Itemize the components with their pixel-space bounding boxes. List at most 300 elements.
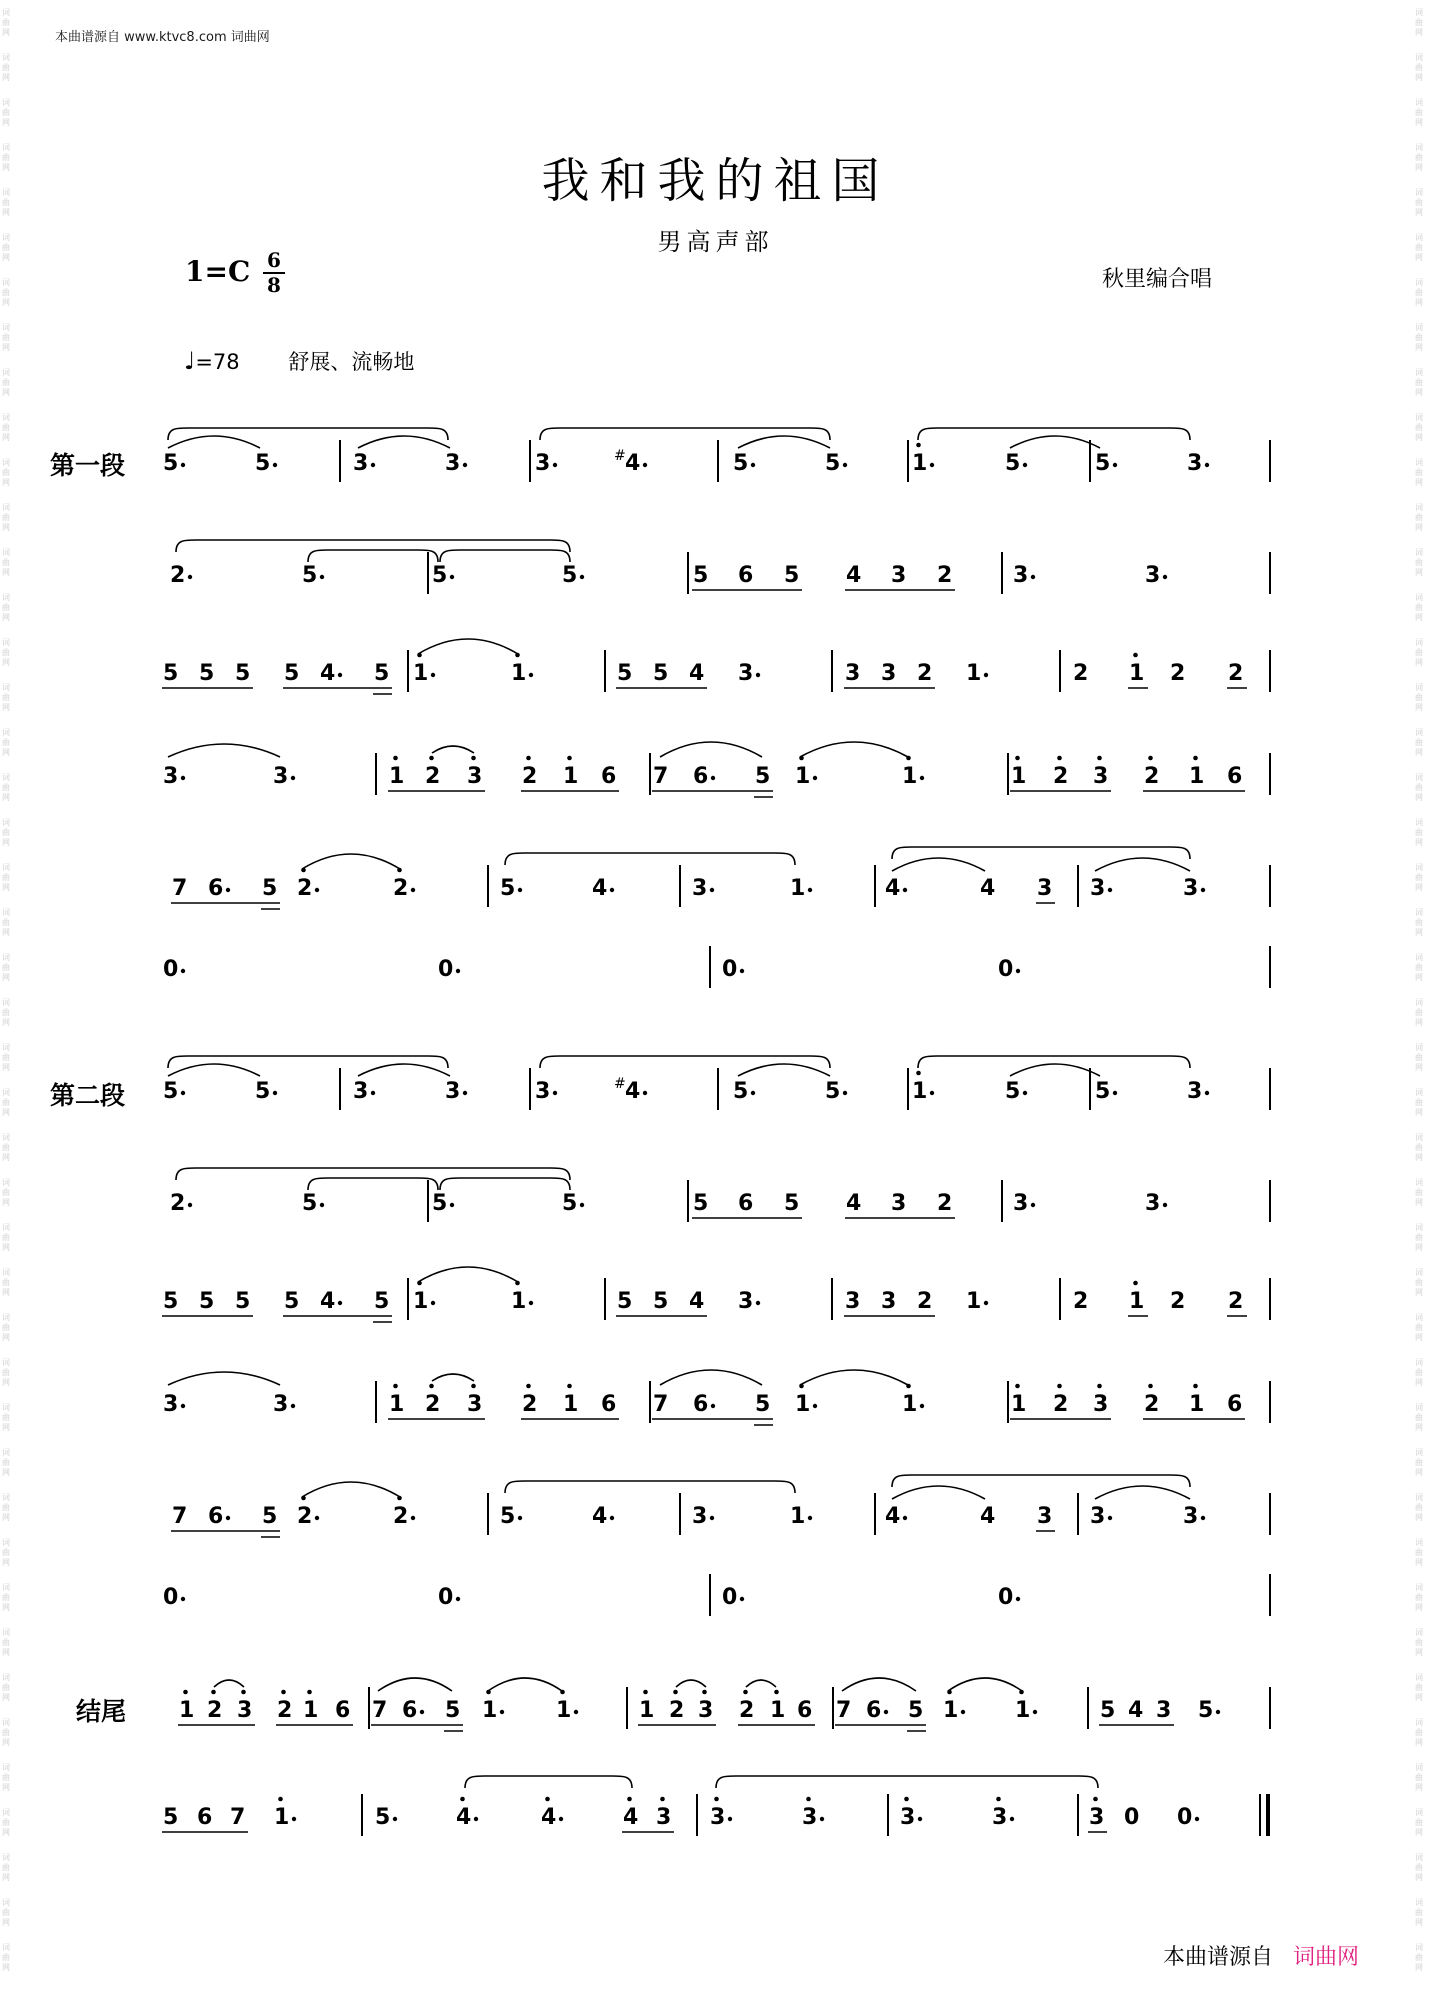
note: 1 [902, 764, 918, 789]
note: 2 [739, 1698, 755, 1723]
augmentation-dot [181, 1091, 185, 1095]
note: 3 [1183, 876, 1199, 901]
note: 0 [1124, 1805, 1140, 1830]
augmentation-dot [984, 673, 988, 677]
note: 5 [825, 1079, 841, 1104]
high-octave-dot [471, 756, 476, 761]
augmentation-dot [884, 1710, 888, 1714]
slur [358, 436, 450, 448]
note: 3 [1093, 1392, 1109, 1417]
phrase-slur [505, 1481, 795, 1493]
watermark-text: 词曲网 [2, 548, 10, 577]
augmentation-dot [1108, 1516, 1112, 1520]
sharp-sign: # [614, 448, 626, 464]
note: 1 [1129, 1289, 1145, 1314]
note: 0 [998, 957, 1014, 982]
watermark-text: 词曲网 [1415, 1898, 1423, 1927]
note: 1 [389, 1392, 405, 1417]
note: 5 [908, 1698, 924, 1723]
note: 2 [393, 1504, 409, 1529]
watermark-text: 词曲网 [1415, 1403, 1423, 1432]
note: 6 [693, 764, 709, 789]
watermark-text: 词曲网 [1415, 818, 1423, 847]
augmentation-dot [529, 673, 533, 677]
note: 4 [689, 661, 705, 686]
note: 5 [1095, 1079, 1111, 1104]
note: 1 [413, 661, 429, 686]
high-octave-dot [429, 1384, 434, 1389]
note: 6 [738, 563, 754, 588]
slur [842, 1678, 916, 1691]
note: 2 [522, 1392, 538, 1417]
augmentation-dot [463, 1091, 467, 1095]
note: 3 [1037, 1504, 1053, 1529]
augmentation-dot [188, 575, 192, 579]
slur [746, 1680, 776, 1687]
high-octave-dot [702, 1690, 707, 1695]
watermark-text: 词曲网 [1415, 1628, 1423, 1657]
augmentation-dot [371, 463, 375, 467]
note: 3 [535, 1079, 551, 1104]
watermark-text: 词曲网 [2, 773, 10, 802]
watermark-text: 词曲网 [2, 1133, 10, 1162]
note: 1 [790, 876, 806, 901]
high-octave-dot [673, 1690, 678, 1695]
note: 2 [1170, 1289, 1186, 1314]
note: 1 [1189, 764, 1205, 789]
watermark-text: 词曲网 [2, 413, 10, 442]
watermark-text: 词曲网 [1415, 1493, 1423, 1522]
augmentation-dot [431, 1301, 435, 1305]
watermark-text: 词曲网 [2, 863, 10, 892]
note: 1 [966, 661, 982, 686]
high-octave-dot [471, 1384, 476, 1389]
augmentation-dot [431, 673, 435, 677]
note: 2 [1053, 1392, 1069, 1417]
augmentation-dot [181, 1404, 185, 1408]
watermark-text: 词曲网 [2, 98, 10, 127]
watermark-text: 词曲网 [1415, 593, 1423, 622]
watermark-text: 词曲网 [1415, 1448, 1423, 1477]
slur [168, 436, 260, 448]
note: 7 [172, 1504, 188, 1529]
note: 2 [297, 876, 313, 901]
note: 2 [1073, 661, 1089, 686]
watermark-text: 词曲网 [2, 323, 10, 352]
high-octave-dot [1015, 756, 1020, 761]
note: 3 [467, 1392, 483, 1417]
watermark-text: 词曲网 [1415, 1718, 1423, 1747]
note: 2 [170, 563, 186, 588]
augmentation-dot [643, 1091, 647, 1095]
footer-source-label: 本曲谱源自 [1163, 1945, 1274, 1970]
note: 3 [1013, 563, 1029, 588]
note: 0 [438, 957, 454, 982]
augmentation-dot [710, 1516, 714, 1520]
note: 3 [881, 1289, 897, 1314]
note: 5 [163, 451, 179, 476]
augmentation-dot [450, 575, 454, 579]
high-octave-dot [1193, 756, 1198, 761]
note: 7 [372, 1698, 388, 1723]
note: 4 [885, 1504, 901, 1529]
note: 3 [353, 451, 369, 476]
note: 4 [320, 1289, 336, 1314]
note: 6 [601, 764, 617, 789]
note: 1 [943, 1698, 959, 1723]
note: 3 [1156, 1698, 1172, 1723]
section-label-ending: 结尾 [76, 1697, 127, 1726]
phrase-slur [918, 1056, 1190, 1068]
watermark-text: 词曲网 [2, 278, 10, 307]
augmentation-dot [463, 463, 467, 467]
note: 2 [522, 764, 538, 789]
high-octave-dot [1148, 1384, 1153, 1389]
augmentation-dot [559, 1817, 563, 1821]
note: 5 [562, 1191, 578, 1216]
augmentation-dot [808, 888, 812, 892]
note: 4 [625, 451, 641, 476]
augmentation-dot [1108, 888, 1112, 892]
augmentation-dot [756, 1301, 760, 1305]
slur [168, 1064, 260, 1076]
watermark-text: 词曲网 [1415, 683, 1423, 712]
high-octave-dot [1057, 756, 1062, 761]
high-octave-dot [1015, 1384, 1020, 1389]
augmentation-dot [320, 1203, 324, 1207]
phrase-slur [540, 1056, 830, 1068]
note: 2 [207, 1698, 223, 1723]
note: 1 [556, 1698, 572, 1723]
augmentation-dot [226, 1516, 230, 1520]
slur [488, 1678, 562, 1691]
note: 5 [375, 1805, 391, 1830]
augmentation-dot [1016, 969, 1020, 973]
note: 3 [738, 1289, 754, 1314]
note: 3 [698, 1698, 714, 1723]
augmentation-dot [1113, 1091, 1117, 1095]
phrase-slur [440, 1178, 570, 1190]
augmentation-dot [711, 776, 715, 780]
note: 3 [738, 661, 754, 686]
high-octave-dot [660, 1797, 665, 1802]
note: 3 [273, 1392, 289, 1417]
note: 1 [912, 1079, 928, 1104]
slur [432, 746, 474, 753]
watermark-text: 词曲网 [1415, 98, 1423, 127]
note: 3 [445, 451, 461, 476]
note: 1 [179, 1698, 195, 1723]
augmentation-dot [1016, 1597, 1020, 1601]
phrase-slur [892, 1475, 1190, 1487]
note: 4 [625, 1079, 641, 1104]
note: 6 [335, 1698, 351, 1723]
augmentation-dot [315, 1516, 319, 1520]
high-octave-dot [183, 1690, 188, 1695]
note: 1 [389, 764, 405, 789]
augmentation-dot [420, 1710, 424, 1714]
augmentation-dot [1163, 1203, 1167, 1207]
slur [418, 1267, 518, 1282]
augmentation-dot [411, 1516, 415, 1520]
augmentation-dot [500, 1710, 504, 1714]
augmentation-dot [1163, 575, 1167, 579]
high-octave-dot [1097, 1384, 1102, 1389]
high-octave-dot [460, 1797, 465, 1802]
note: 5 [445, 1698, 461, 1723]
watermark-text: 词曲网 [1415, 953, 1423, 982]
augmentation-dot [580, 575, 584, 579]
augmentation-dot [1023, 1091, 1027, 1095]
note: 3 [1090, 1504, 1106, 1529]
augmentation-dot [518, 888, 522, 892]
note: 5 [755, 764, 771, 789]
augmentation-dot [291, 1404, 295, 1408]
note: 3 [845, 661, 861, 686]
note: 5 [284, 1289, 300, 1314]
augmentation-dot [574, 1710, 578, 1714]
slur [660, 1370, 762, 1385]
watermark-text: 词曲网 [2, 1853, 10, 1882]
watermark-text: 词曲网 [2, 8, 10, 37]
watermark-text: 词曲网 [1415, 53, 1423, 82]
note: 3 [1093, 764, 1109, 789]
watermark-text: 词曲网 [2, 1763, 10, 1792]
note: 1 [482, 1698, 498, 1723]
high-octave-dot [1133, 653, 1138, 658]
note: 5 [432, 563, 448, 588]
watermark-text: 词曲网 [1415, 1043, 1423, 1072]
high-octave-dot [1148, 756, 1153, 761]
note: 2 [917, 661, 933, 686]
high-octave-dot [916, 1071, 921, 1076]
note: 7 [653, 764, 669, 789]
note: 6 [208, 1504, 224, 1529]
note: 3 [1187, 451, 1203, 476]
note: 1 [563, 1392, 579, 1417]
note: 4 [592, 1504, 608, 1529]
note: 5 [562, 563, 578, 588]
note: 2 [1170, 661, 1186, 686]
note: 5 [500, 876, 516, 901]
watermark-text: 词曲网 [1415, 863, 1423, 892]
note: 4 [623, 1805, 639, 1830]
note: 1 [795, 764, 811, 789]
augmentation-dot [181, 776, 185, 780]
voice-part-subtitle: 男高声部 [657, 228, 774, 256]
high-octave-dot [627, 1797, 632, 1802]
note: 1 [511, 1289, 527, 1314]
watermark-text: 词曲网 [1415, 1583, 1423, 1612]
slur [378, 1678, 452, 1691]
high-octave-dot [916, 443, 921, 448]
watermark-text: 词曲网 [2, 1718, 10, 1747]
watermark-text: 词曲网 [1415, 278, 1423, 307]
watermark-text: 词曲网 [1415, 908, 1423, 937]
augmentation-dot [643, 463, 647, 467]
note: 2 [425, 764, 441, 789]
watermark-text: 词曲网 [2, 1538, 10, 1567]
note: 5 [374, 1289, 390, 1314]
watermark-text: 词曲网 [1415, 1178, 1423, 1207]
watermark-text: 词曲网 [1415, 1358, 1423, 1387]
note: 6 [197, 1805, 213, 1830]
note: 5 [653, 1289, 669, 1314]
high-octave-dot [526, 756, 531, 761]
augmentation-dot [756, 673, 760, 677]
note: 4 [541, 1805, 557, 1830]
slur [948, 1678, 1022, 1691]
note: 3 [1089, 1805, 1105, 1830]
watermark-text: 词曲网 [2, 1898, 10, 1927]
note: 3 [656, 1805, 672, 1830]
watermark-text: 词曲网 [2, 1358, 10, 1387]
note: 2 [1228, 1289, 1244, 1314]
watermark-text: 词曲网 [1415, 8, 1423, 37]
high-octave-dot [307, 1690, 312, 1695]
note: 1 [1015, 1698, 1031, 1723]
note: 5 [617, 661, 633, 686]
slur [302, 1482, 400, 1497]
augmentation-dot [553, 463, 557, 467]
high-octave-dot [545, 1797, 550, 1802]
note: 3 [237, 1698, 253, 1723]
watermark-text: 词曲网 [2, 458, 10, 487]
augmentation-dot [188, 1203, 192, 1207]
augmentation-dot [751, 463, 755, 467]
augmentation-dot [710, 888, 714, 892]
note: 5 [199, 661, 215, 686]
note: 1 [511, 661, 527, 686]
source-note: 本曲谱源自 www.ktvc8.com 词曲网 [55, 30, 270, 45]
note: 5 [755, 1392, 771, 1417]
note: 1 [795, 1392, 811, 1417]
slur [738, 1064, 830, 1076]
note: 1 [274, 1805, 290, 1830]
note: 3 [845, 1289, 861, 1314]
note: 4 [320, 661, 336, 686]
watermark-text: 词曲网 [2, 1313, 10, 1342]
augmentation-dot [930, 463, 934, 467]
watermark-text: 词曲网 [2, 818, 10, 847]
augmentation-dot [273, 463, 277, 467]
note: 5 [825, 451, 841, 476]
augmentation-dot [1201, 1516, 1205, 1520]
watermark-text: 词曲网 [2, 1808, 10, 1837]
note: 5 [255, 1079, 271, 1104]
augmentation-dot [813, 776, 817, 780]
watermark-text: 词曲网 [2, 368, 10, 397]
note: 4 [885, 876, 901, 901]
note: 2 [917, 1289, 933, 1314]
high-octave-dot [393, 756, 398, 761]
augmentation-dot [740, 969, 744, 973]
note: 6 [797, 1698, 813, 1723]
augmentation-dot [226, 888, 230, 892]
watermark-text: 词曲网 [1415, 1943, 1423, 1972]
quarter-note-icon: ♩ [184, 347, 196, 375]
watermark-text: 词曲网 [2, 953, 10, 982]
note: 5 [432, 1191, 448, 1216]
augmentation-dot [808, 1516, 812, 1520]
note: 1 [639, 1698, 655, 1723]
slur [1010, 1064, 1100, 1076]
high-octave-dot [429, 756, 434, 761]
note: 4 [846, 1191, 862, 1216]
note: 5 [302, 563, 318, 588]
note: 5 [1100, 1698, 1116, 1723]
high-octave-dot [743, 1690, 748, 1695]
high-octave-dot [774, 1690, 779, 1695]
high-octave-dot [643, 1690, 648, 1695]
note: 4 [980, 876, 996, 901]
note: 7 [653, 1392, 669, 1417]
slur [214, 1680, 244, 1687]
watermark-text: 词曲网 [2, 1178, 10, 1207]
high-octave-dot [996, 1797, 1001, 1802]
augmentation-dot [1023, 463, 1027, 467]
note: 7 [836, 1698, 852, 1723]
watermark-text: 词曲网 [1415, 1853, 1423, 1882]
section-label-second: 第二段 [50, 1081, 126, 1110]
note: 6 [208, 876, 224, 901]
note: 2 [937, 563, 953, 588]
slur [738, 436, 830, 448]
augmentation-dot [920, 776, 924, 780]
augmentation-dot [181, 463, 185, 467]
note: 5 [255, 451, 271, 476]
augmentation-dot [1113, 463, 1117, 467]
augmentation-dot [918, 1817, 922, 1821]
note: 1 [1011, 764, 1027, 789]
watermark-text: 词曲网 [2, 1673, 10, 1702]
note: 3 [692, 876, 708, 901]
augmentation-dot [456, 1597, 460, 1601]
note: 3 [467, 764, 483, 789]
note: 5 [1005, 451, 1021, 476]
augmentation-dot [1201, 888, 1205, 892]
watermark-text: 词曲网 [2, 1448, 10, 1477]
high-octave-dot [806, 1797, 811, 1802]
slur [800, 1370, 908, 1385]
watermark-text: 词曲网 [1415, 1088, 1423, 1117]
note: 6 [866, 1698, 882, 1723]
watermark-text: 词曲网 [1415, 413, 1423, 442]
watermark-text: 词曲网 [1415, 1538, 1423, 1567]
watermark-text: 词曲网 [2, 908, 10, 937]
note: 5 [302, 1191, 318, 1216]
note: 4 [846, 563, 862, 588]
high-octave-dot [241, 1690, 246, 1695]
high-octave-dot [714, 1797, 719, 1802]
slur [302, 854, 400, 869]
high-octave-dot [211, 1690, 216, 1695]
note: 1 [1129, 661, 1145, 686]
high-octave-dot [1133, 1281, 1138, 1286]
augmentation-dot [338, 1301, 342, 1305]
note: 2 [1228, 661, 1244, 686]
note: 1 [1011, 1392, 1027, 1417]
note: 2 [1144, 764, 1160, 789]
note: 2 [937, 1191, 953, 1216]
time-signature-top: 6 [267, 248, 281, 272]
note: 5 [163, 1805, 179, 1830]
watermark-text: 词曲网 [2, 1943, 10, 1972]
augmentation-dot [553, 1091, 557, 1095]
note: 3 [1037, 876, 1053, 901]
slur [418, 639, 518, 654]
watermark-text: 词曲网 [2, 233, 10, 262]
